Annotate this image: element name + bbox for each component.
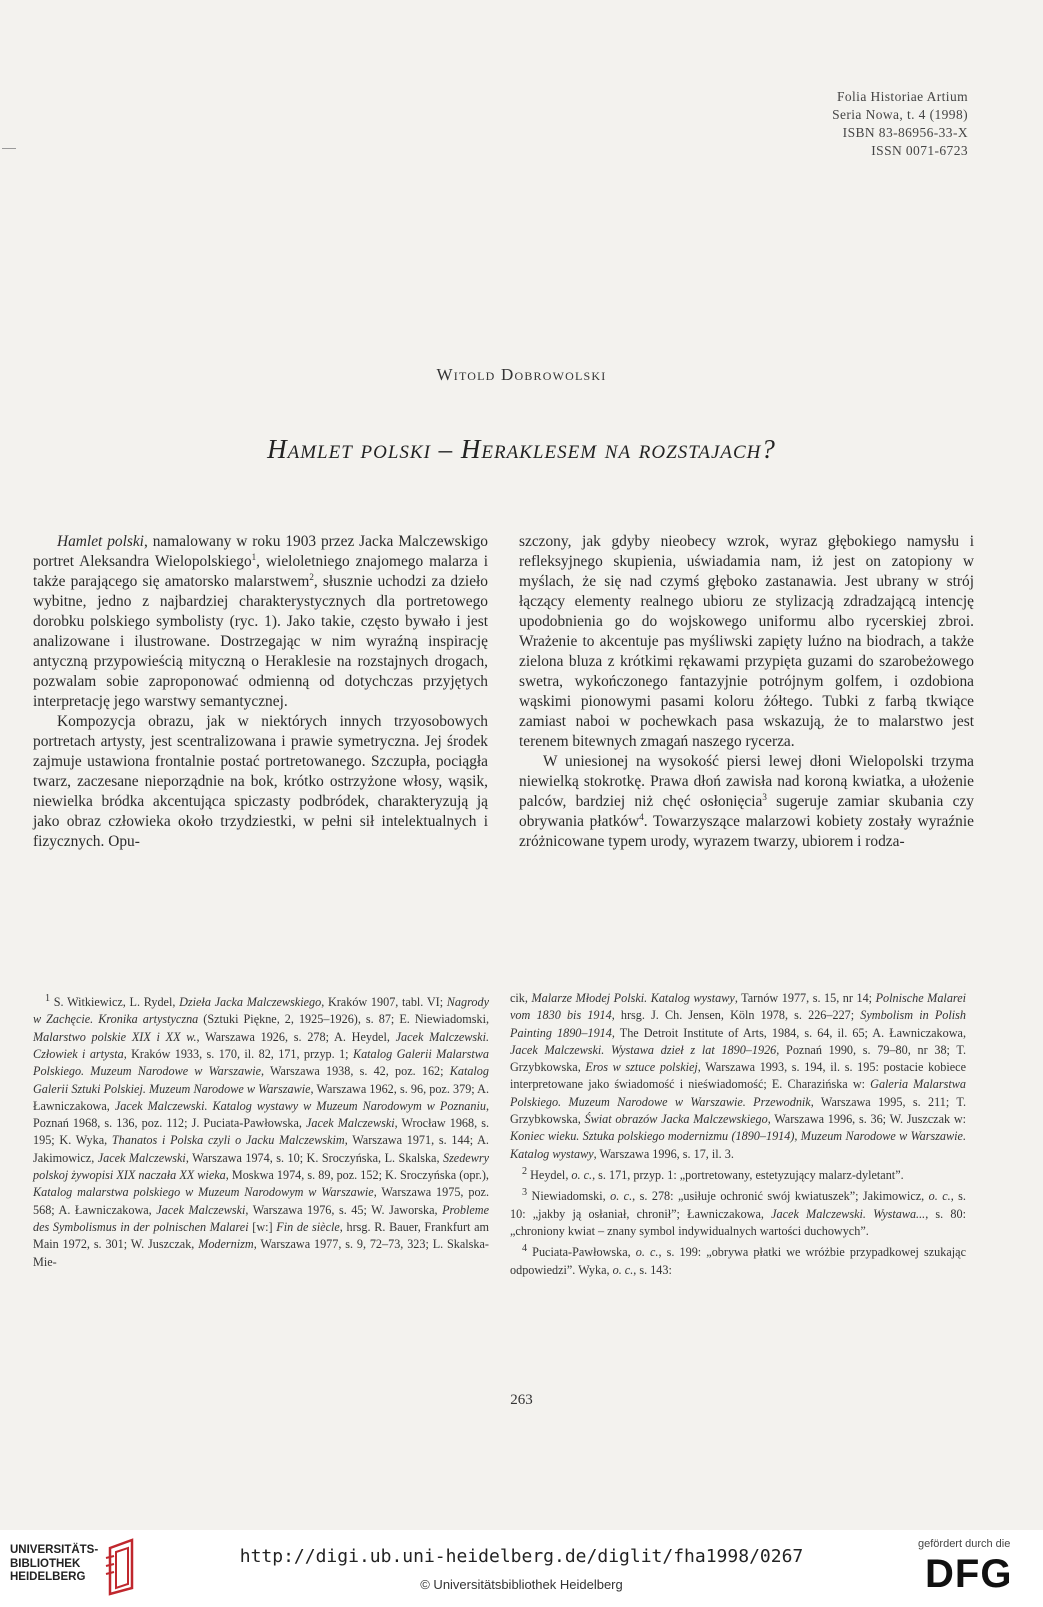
footnote: $^4$ Puciata-Pawłowska, o. c., s. 199: „obrywa płatki we wróżbie przypadkowej szukając odpowiedzi”. Wyka, o. c., s. 143: [510, 1243, 966, 1277]
body-paragraph: szczony, jak gdyby nieobecy wzrok, wyraz głębokiego namysłu i refleksyjnego skupienia, uświadamia nam, iż jest on zatopiony w myślach, że się nad czymś głęboko zastanawia. Jest ubrany w strój łączący elementy realnego ubioru ze stylizacją zdradzającą intencję upodobnienia go do wojskowego uniformu albo rycerskiej zbroi. Wrażenie to akcentuje pas myśliwski zapięty luźno na biodrach, a także zielona bluza z krótkimi rękawami przypięta guzami do szarobeżowego swetra, wykończonego fantazyjnie potrójnym golfem, i ozdobiona wąskimi pionowymi pasami koloru żółtego. Tubki z farbą tkwiące zamiast naboi w pochewkach pasa wskazują, że to malarstwo jest terenem bitewnych zmagań naszego rycerza. [519, 533, 974, 750]
copyright-notice: © Universitätsbibliothek Heidelberg [420, 1577, 623, 1592]
body-paragraph: W uniesionej na wysokość piersi lewej dłoni Wielopolski trzyma niewielką stokrotkę. Prawa dłoń zawisła nad koroną kwiatka, a ułożenie palców, bardziej niż chęć osłonięcia$^3$ sugeruje zamiar skubania czy obrywania płatków$^4$. Towarzyszące malarzowi kobiety zostały wyraźnie zróżnicowane typem urody, wyrazem twarzy, ubiorem i rodza- [519, 753, 974, 850]
journal-metadata [832, 88, 968, 160]
page-number: 263 [510, 1392, 533, 1408]
body-column-right [519, 532, 974, 852]
permalink-url[interactable]: http://digi.ub.uni-heidelberg.de/diglit/fha1998/0267 [239, 1546, 804, 1567]
dfg-caption: gefördert durch die [918, 1538, 1011, 1550]
footnotes-right [510, 990, 966, 1279]
scan-mark [2, 148, 16, 149]
footnote: $^2$ Heydel, o. c., s. 171, przyp. 1: „portretowany, estetyzujący malarz-dyletant”. [522, 1165, 904, 1183]
article-title: Hamlet polski – Heraklesem na rozstajach? [267, 434, 776, 464]
library-name-line: UNIVERSITÄTS- [10, 1544, 99, 1556]
footnotes-left [33, 990, 489, 1271]
body-paragraph: Hamlet polski, namalowany w roku 1903 przez Jacka Malczewskigo portret Aleksandra Wielopolskiego$^1$, wieloletniego znajomego malarza i także parającego się amatorsko malarstwem$^2$, słusznie uchodzi za dzieło wybitne, jedno z najbardziej charakterystycznych dla portretowego dorobku polskiego symbolisty (ryc. 1). Jako takie, często bywało i jest analizowane i ilustrowane. Dostrzegając w nim wyraźną inspirację antyczną przypowieścią mityczną o Heraklesie na rozstajnych drogach, pozwalam sobie zaproponować odmienną od dotychczas przyjętych interpretację jego warstwy semantycznej. [33, 533, 489, 710]
body-paragraph: Kompozycja obrazu, jak w niektórych innych trzyosobowych portretach artysty, jest scentralizowana i prawie symetryczna. Jej środek zajmuje ustawiona frontalnie postać portretowanego. Szczupła, pociągła twarz, zaczesane nieporządnie na bok, krótko ostrzyżone włosy, wąsik, niewielka bródka akcentująca spiczasty podbródek, charakteryzują ją jako obraz człowieka około trzydziestki, w pełni sił intelektualnych i fizycznych. Opu- [33, 713, 488, 850]
footnote: cik, Malarze Młodej Polski. Katalog wystawy, Tarnów 1977, s. 15, nr 14; Polnische Malarei vom 1830 bis 1914, hrsg. J. Ch. Jensen, Köln 1978, s. 226–227; Symbolism in Polish Painting 1890–1914, The Detroit Institute of Arts, 1984, s. 64, il. 65; A. Ławniczakowa, Jacek Malczewski. Wystawa dzieł z lat 1890–1926, Poznań 1990, s. 79–80, nr 38; T. Grzybkowska, Eros w sztuce polskiej, Warszawa 1993, s. 194, il. s. 195: postacie kobiece interpretowane jako świadomość i nieświadomość; E. Charazińska w: Galeria Malarstwa Polskiego. Muzeum Narodowe w Warszawie. Przewodnik, Warszawa 1995, s. 211; T. Grzybkowska, Świat obrazów Jacka Malczewskiego, Warszawa 1996, s. 36; W. Juszczak w: Koniec wieku. Sztuka polskiego modernizmu (1890–1914), Muzeum Narodowe w Warszawie. Katalog wystawy, Warszawa 1996, s. 17, il. 3. [510, 991, 967, 1161]
viewer-footer [0, 1530, 1043, 1607]
footnote: $^1$ S. Witkiewicz, L. Rydel, Dzieła Jacka Malczewskiego, Kraków 1907, tabl. VI; Nagrody w Zachęcie. Kronika artystyczna (Sztuki Piękne, 2, 1925–1926), s. 87; E. Niewiadomski, Malarstwo polskie XIX i XX w., Warszawa 1926, s. 278; A. Heydel, Jacek Malczewski. Człowiek i artysta, Kraków 1933, s. 170, il. 82, 171, przyp. 1; Katalog Galerii Malarstwa Polskiego. Muzeum Narodowe w Warszawie, Warszawa 1938, s. 42, poz. 162; Katalog Galerii Sztuki Polskiej. Muzeum Narodowe w Warszawie, Warszawa 1962, s. 96, poz. 379; A. Ławniczakowa, Jacek Malczewski. Katalog wystawy w Muzeum Narodowym w Poznaniu, Poznań 1968, s. 136, poz. 112; J. Puciata-Pawłowska, Jacek Malczewski, Wrocław 1968, s. 195; K. Wyka, Thanatos i Polska czyli o Jacku Malczewskim, Warszawa 1971, s. 144; A. Jakimowicz, Jacek Malczewski, Warszawa 1974, s. 10; K. Sroczyńska, L. Skalska, Szedewry polskoj żywopisi XIX naczała XX wieka, Moskwa 1974, s. 89, poz. 152; K. Sroczyńska (opr.), Katalog malarstwa polskiego w Muzeum Narodowym w Warszawie, Warszawa 1975, poz. 568; A. Ławniczakowa, Jacek Malczewski, Warszawa 1976, s. 45; W. Jaworska, Probleme des Symbolismus in der polnischen Malarei [w:] Fin de siècle, hrsg. R. Bauer, Frankfurt am Main 1972, s. 301; W. Juszczak, Modernizm, Warszawa 1977, s. 9, 72–73, 323; L. Skalska-Mie- [33, 993, 490, 1269]
issn: ISSN 0071-6723 [871, 143, 968, 158]
article-author: Witold Dobrowolski [436, 365, 607, 384]
library-name-line: BIBLIOTHEK [10, 1557, 81, 1570]
journal-series: Seria Nowa, t. 4 (1998) [832, 107, 968, 122]
footnote: $^3$ Niewiadomski, o. c., s. 278: „usiłuje ochronić swój kwiatuszek”; Jakimowicz, o. c., s. 10: „jakby ją osłaniał, chronił”; Ławniczakowa, Jacek Malczewski. Wystawa..., s. 80: „chroniony kwiat – znany symbol indywidualnych wartości duchowych”. [510, 1187, 966, 1238]
journal-name: Folia Historiae Artium [836, 89, 968, 104]
dfg-logo[interactable]: DFG [925, 1552, 1013, 1596]
isbn: ISBN 83-86956-33-X [842, 125, 968, 140]
body-column-left [33, 532, 488, 852]
library-name-line: HEIDELBERG [10, 1571, 86, 1583]
